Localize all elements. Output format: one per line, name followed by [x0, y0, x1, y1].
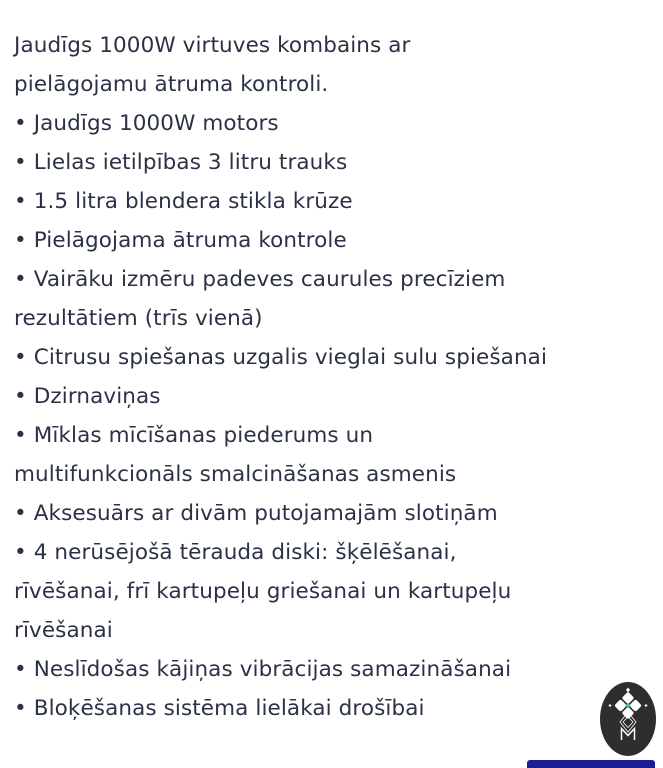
feature-bullet-continuation: multifunkcionāls smalcināšanas asmenis [14, 462, 457, 487]
feature-bullet: • Dzirnaviņas [14, 384, 161, 409]
description-title-line: pielāgojamu ātruma kontroli. [14, 72, 329, 97]
feature-bullet: • Lielas ietilpības 3 litru trauks [14, 150, 348, 175]
feature-bullet: • Bloķēšanas sistēma lielākai drošībai [14, 696, 425, 721]
brand-badge [600, 682, 656, 756]
cta-button-top-edge[interactable] [527, 760, 655, 768]
brand-logo-icon [600, 682, 656, 756]
feature-bullet: • 1.5 litra blendera stikla krūze [14, 189, 353, 214]
feature-bullet: • Citrusu spiešanas uzgalis vieglai sulu spiešanai [14, 345, 548, 370]
feature-bullet: • Jaudīgs 1000W motors [14, 111, 279, 136]
description-title-line: Jaudīgs 1000W virtuves kombains ar [14, 33, 411, 58]
product-description [14, 26, 654, 728]
feature-bullet: • Neslīdošas kājiņas vibrācijas samazināšanai [14, 657, 512, 682]
feature-bullet: • Aksesuārs ar divām putojamajām slotiņām [14, 501, 498, 526]
feature-bullet: • Mīklas mīcīšanas piederums un [14, 423, 374, 448]
feature-bullet-continuation: rīvēšanai [14, 618, 113, 643]
feature-bullet-continuation: rezultātiem (trīs vienā) [14, 306, 263, 331]
feature-bullet: • 4 nerūsējošā tērauda diski: šķēlēšanai, [14, 540, 457, 565]
feature-bullet: • Pielāgojama ātruma kontrole [14, 228, 347, 253]
feature-bullet-continuation: rīvēšanai, frī kartupeļu griešanai un kartupeļu [14, 579, 512, 604]
feature-bullet: • Vairāku izmēru padeves caurules precīziem [14, 267, 506, 292]
